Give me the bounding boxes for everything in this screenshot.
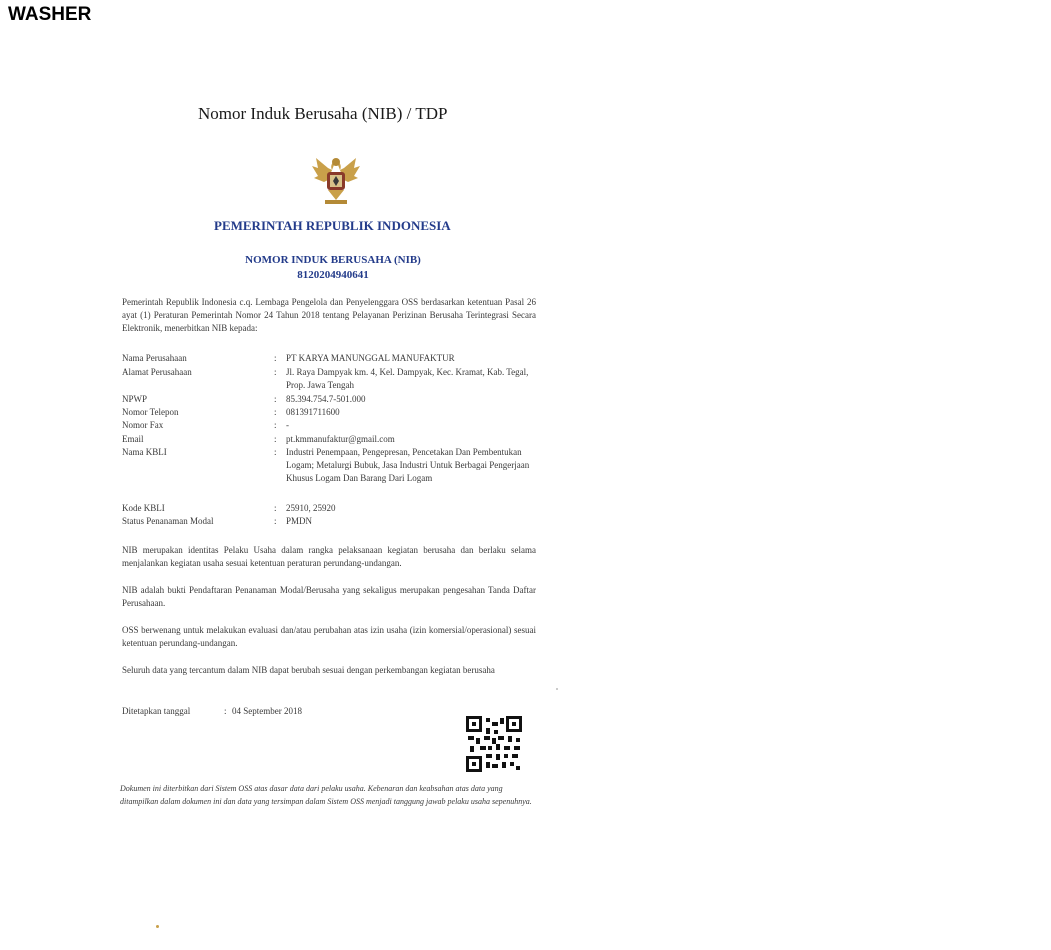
label-status-modal: Status Penanaman Modal [122,516,214,526]
value-issued-date: 04 September 2018 [232,706,302,716]
label-alamat: Alamat Perusahaan [122,367,192,377]
colon: : [274,434,277,444]
colon: : [274,420,277,430]
label-nama-perusahaan: Nama Perusahaan [122,353,187,363]
value-fax: - [286,420,289,430]
label-email: Email [122,434,144,444]
scan-speck [556,688,558,690]
label-issued-date: Ditetapkan tanggal [122,706,191,716]
value-npwp: 85.394.754.7-501.000 [286,394,366,404]
paragraph-1: NIB merupakan identitas Pelaku Usaha dalam rangka pelaksanaan kegiatan berusaha dan berlaku selama menjalankan kegiatan usaha sesuai ketentuan peraturan perundang-undangan. [122,545,536,568]
value-status-modal: PMDN [286,516,313,526]
garuda-emblem-icon [308,154,364,208]
value-kbli-nama: Industri Penempaan, Pengepresan, Pencetakan Dan Pembentukan Logam; Metalurgi Bubuk, Jasa Industri Untuk Berbagai Pengerjaan Khusus Logam Dan Barang Dari Logam [286,447,530,483]
value-nama-perusahaan: PT KARYA MANUNGGAL MANUFAKTUR [286,353,455,363]
value-alamat: Jl. Raya Dampyak km. 4, Kel. Dampyak, Kec. Kramat, Kab. Tegal, Prop. Jawa Tengah [286,367,529,390]
colon: : [274,394,277,404]
colon: : [274,367,277,377]
label-kbli-kode: Kode KBLI [122,503,165,513]
colon: : [224,706,227,716]
paragraph-3: OSS berwenang untuk melakukan evaluasi dan/atau perubahan atas izin usaha (izin komersial/operasional) sesuai ketentuan perundang-undangan. [122,625,536,648]
paragraph-2: NIB adalah bukti Pendaftaran Penanaman Modal/Berusaha yang sekaligus merupakan pengesahan Tanda Daftar Perusahaan. [122,585,536,608]
qr-code-icon [466,716,522,772]
colon: : [274,353,277,363]
label-fax: Nomor Fax [122,420,164,430]
colon: : [274,503,277,513]
value-kbli-kode: 25910, 25920 [286,503,336,513]
value-email: pt.kmmanufaktur@gmail.com [286,434,395,444]
label-kbli-nama: Nama KBLI [122,447,167,457]
colon: : [274,447,277,457]
label-npwp: NPWP [122,394,148,404]
colon: : [274,407,277,417]
page-label: WASHER [8,4,92,25]
nib-number: 8120204940641 [297,269,369,281]
footer-disclaimer: Dokumen ini diterbitkan dari Sistem OSS atas dasar data dari pelaku usaha. Kebenaran dan keabsahan atas data yang ditampilkan dalam dokumen ini dan data yang tersimpan dalam Sistem OSS menjadi tanggung jawab pelaku usaha sepenuhnya. [120,784,532,806]
colon: : [274,516,277,526]
government-heading: PEMERINTAH REPUBLIK INDONESIA [214,218,451,233]
paragraph-4: Seluruh data yang tercantum dalam NIB dapat berubah sesuai dengan perkembangan kegiatan berusaha [122,665,495,675]
scan-speck [156,925,159,928]
nib-heading: NOMOR INDUK BERUSAHA (NIB) [245,254,421,266]
label-telepon: Nomor Telepon [122,407,179,417]
value-telepon: 081391711600 [286,407,340,417]
document-title: Nomor Induk Berusaha (NIB) / TDP [198,104,448,123]
intro-paragraph: Pemerintah Republik Indonesia c.q. Lembaga Pengelola dan Penyelenggara OSS berdasarkan ketentuan Pasal 26 ayat (1) Peraturan Pemerintah Nomor 24 Tahun 2018 tentang Pelayanan Perizinan Berusaha Terintegrasi Secara Elektronik, menerbitkan NIB kepada: [122,297,536,333]
